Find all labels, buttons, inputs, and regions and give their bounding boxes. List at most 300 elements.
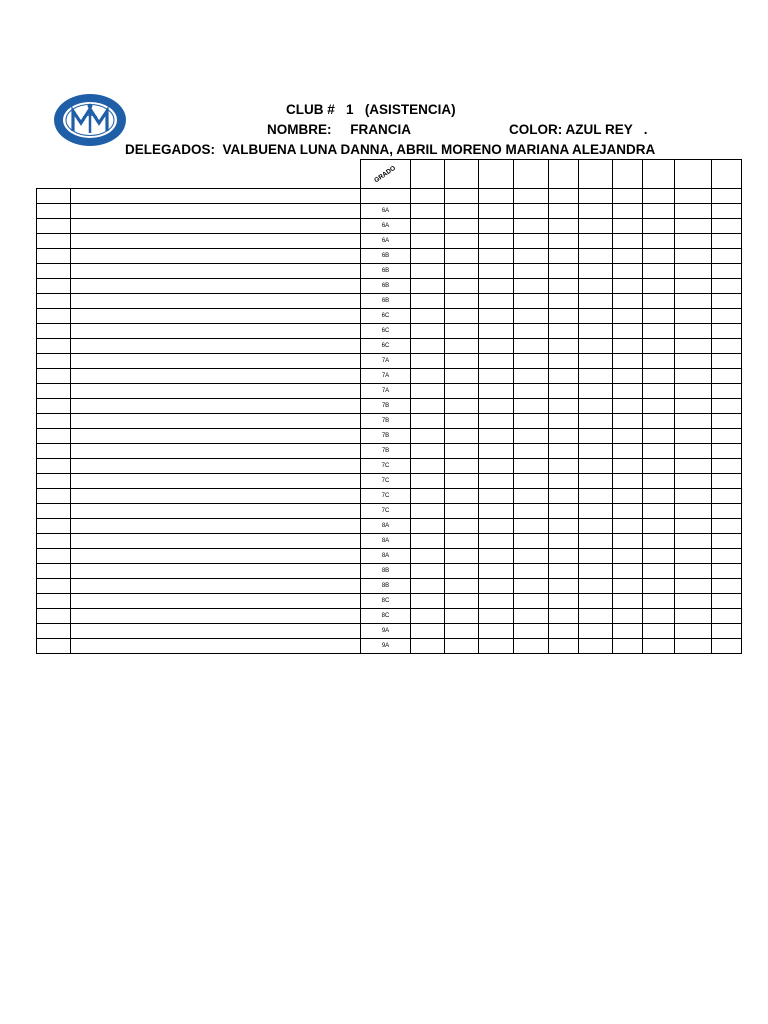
row-number-cell	[37, 189, 71, 204]
attendance-cell	[579, 564, 613, 579]
attendance-cell	[549, 519, 579, 534]
attendance-cell	[514, 459, 549, 474]
attendance-cell	[411, 594, 445, 609]
table-row	[37, 639, 742, 654]
attendance-cell	[643, 519, 675, 534]
row-number-cell	[37, 279, 71, 294]
grade-cell: 6A	[361, 234, 411, 249]
grade-cell: 7B	[361, 444, 411, 459]
attendance-cell	[579, 579, 613, 594]
attendance-cell	[675, 609, 712, 624]
grade-cell: 9A	[361, 639, 411, 654]
color-value: AZUL REY	[565, 122, 633, 137]
attendance-cell	[675, 384, 712, 399]
attendance-cell	[479, 474, 514, 489]
club-label: CLUB #	[286, 102, 335, 117]
attendance-cell	[613, 294, 643, 309]
attendance-cell	[445, 459, 479, 474]
attendance-cell	[579, 279, 613, 294]
attendance-cell	[712, 384, 742, 399]
attendance-cell	[613, 309, 643, 324]
attendance-cell	[514, 429, 549, 444]
attendance-cell	[514, 444, 549, 459]
attendance-cell	[613, 609, 643, 624]
attendance-cell	[549, 489, 579, 504]
student-name-cell	[71, 189, 361, 204]
attendance-cell	[579, 324, 613, 339]
attendance-cell	[445, 339, 479, 354]
attendance-cell	[445, 399, 479, 414]
grade-cell: 6A	[361, 219, 411, 234]
student-name-cell	[71, 399, 361, 414]
attendance-cell	[411, 639, 445, 654]
attendance-cell	[445, 579, 479, 594]
attendance-cell	[445, 324, 479, 339]
attendance-cell	[479, 234, 514, 249]
attendance-header-cell	[445, 160, 479, 189]
attendance-cell	[549, 309, 579, 324]
attendance-cell	[643, 249, 675, 264]
attendance-cell	[411, 414, 445, 429]
student-name-cell	[71, 519, 361, 534]
attendance-cell	[479, 489, 514, 504]
attendance-header-cell	[712, 160, 742, 189]
attendance-cell	[643, 219, 675, 234]
attendance-cell	[479, 414, 514, 429]
club-number: 1	[346, 102, 354, 117]
attendance-cell	[712, 369, 742, 384]
table-row	[37, 534, 742, 549]
grade-cell: 8B	[361, 564, 411, 579]
row-number-cell	[37, 384, 71, 399]
attendance-cell	[675, 324, 712, 339]
attendance-cell	[514, 189, 549, 204]
attendance-cell	[445, 264, 479, 279]
attendance-cell	[411, 189, 445, 204]
row-number-cell	[37, 354, 71, 369]
grado-header-label: GRADO	[373, 164, 398, 184]
attendance-cell	[445, 639, 479, 654]
attendance-cell	[675, 639, 712, 654]
attendance-cell	[549, 219, 579, 234]
grade-cell: 6C	[361, 324, 411, 339]
student-name-cell	[71, 354, 361, 369]
attendance-cell	[643, 294, 675, 309]
attendance-cell	[712, 204, 742, 219]
attendance-cell	[613, 489, 643, 504]
attendance-cell	[514, 354, 549, 369]
attendance-cell	[445, 219, 479, 234]
attendance-cell	[514, 384, 549, 399]
attendance-cell	[675, 624, 712, 639]
grade-cell: 6C	[361, 309, 411, 324]
attendance-cell	[675, 414, 712, 429]
attendance-cell	[549, 354, 579, 369]
student-name-cell	[71, 504, 361, 519]
attendance-cell	[549, 444, 579, 459]
attendance-cell	[643, 459, 675, 474]
attendance-cell	[643, 474, 675, 489]
attendance-cell	[479, 534, 514, 549]
attendance-cell	[514, 549, 549, 564]
attendance-cell	[479, 504, 514, 519]
attendance-cell	[514, 564, 549, 579]
student-name-cell	[71, 219, 361, 234]
student-name-cell	[71, 414, 361, 429]
attendance-cell	[479, 384, 514, 399]
attendance-cell	[445, 309, 479, 324]
attendance-cell	[643, 429, 675, 444]
table-row	[37, 549, 742, 564]
attendance-cell	[411, 534, 445, 549]
attendance-cell	[514, 504, 549, 519]
row-number-cell	[37, 294, 71, 309]
student-name-cell	[71, 549, 361, 564]
attendance-cell	[445, 444, 479, 459]
attendance-cell	[643, 504, 675, 519]
attendance-cell	[613, 324, 643, 339]
attendance-cell	[445, 489, 479, 504]
attendance-cell	[643, 264, 675, 279]
attendance-cell	[643, 489, 675, 504]
attendance-cell	[549, 549, 579, 564]
student-name-cell	[71, 234, 361, 249]
grade-cell: 6A	[361, 204, 411, 219]
attendance-cell	[411, 339, 445, 354]
attendance-cell	[579, 474, 613, 489]
attendance-cell	[579, 339, 613, 354]
attendance-cell	[613, 594, 643, 609]
grade-cell: 9A	[361, 624, 411, 639]
attendance-cell	[411, 564, 445, 579]
attendance-cell	[613, 219, 643, 234]
attendance-cell	[479, 249, 514, 264]
attendance-cell	[643, 384, 675, 399]
attendance-cell	[613, 639, 643, 654]
row-number-cell	[37, 639, 71, 654]
attendance-cell	[643, 324, 675, 339]
attendance-cell	[643, 534, 675, 549]
attendance-cell	[643, 354, 675, 369]
attendance-cell	[643, 234, 675, 249]
attendance-cell	[445, 504, 479, 519]
attendance-cell	[411, 459, 445, 474]
attendance-cell	[675, 189, 712, 204]
table-row	[37, 474, 742, 489]
grade-cell	[361, 189, 411, 204]
table-row	[37, 399, 742, 414]
attendance-cell	[479, 564, 514, 579]
attendance-cell	[643, 579, 675, 594]
attendance-cell	[579, 504, 613, 519]
row-number-cell	[37, 249, 71, 264]
attendance-cell	[549, 324, 579, 339]
attendance-cell	[411, 204, 445, 219]
attendance-cell	[613, 504, 643, 519]
attendance-header-cell	[613, 160, 643, 189]
attendance-cell	[675, 579, 712, 594]
attendance-cell	[579, 594, 613, 609]
delegados-line	[125, 142, 655, 157]
attendance-cell	[411, 264, 445, 279]
attendance-cell	[514, 324, 549, 339]
attendance-cell	[613, 459, 643, 474]
attendance-cell	[479, 624, 514, 639]
table-row	[37, 219, 742, 234]
attendance-cell	[479, 399, 514, 414]
attendance-cell	[514, 474, 549, 489]
attendance-cell	[445, 294, 479, 309]
attendance-cell	[479, 309, 514, 324]
row-number-cell	[37, 564, 71, 579]
grade-cell: 8A	[361, 549, 411, 564]
attendance-cell	[445, 594, 479, 609]
attendance-cell	[514, 579, 549, 594]
attendance-cell	[712, 324, 742, 339]
attendance-cell	[549, 369, 579, 384]
table-row	[37, 489, 742, 504]
attendance-cell	[445, 369, 479, 384]
attendance-cell	[411, 489, 445, 504]
attendance-cell	[549, 429, 579, 444]
attendance-cell	[411, 429, 445, 444]
row-number-cell	[37, 219, 71, 234]
attendance-header-cell	[643, 160, 675, 189]
attendance-cell	[514, 339, 549, 354]
attendance-cell	[643, 564, 675, 579]
attendance-cell	[549, 534, 579, 549]
attendance-cell	[411, 504, 445, 519]
student-name-cell	[71, 474, 361, 489]
grade-cell: 7B	[361, 414, 411, 429]
attendance-cell	[514, 639, 549, 654]
student-name-cell	[71, 384, 361, 399]
student-name-cell	[71, 579, 361, 594]
grade-cell: 7A	[361, 369, 411, 384]
table-row	[37, 249, 742, 264]
student-name-cell	[71, 324, 361, 339]
table-row	[37, 369, 742, 384]
table-row	[37, 504, 742, 519]
attendance-cell	[712, 459, 742, 474]
attendance-cell	[579, 219, 613, 234]
attendance-cell	[411, 279, 445, 294]
attendance-cell	[445, 624, 479, 639]
attendance-cell	[514, 219, 549, 234]
attendance-cell	[613, 399, 643, 414]
attendance-cell	[445, 234, 479, 249]
attendance-cell	[675, 369, 712, 384]
attendance-cell	[613, 249, 643, 264]
student-name-cell	[71, 594, 361, 609]
attendance-cell	[712, 624, 742, 639]
attendance-cell	[712, 579, 742, 594]
attendance-cell	[643, 639, 675, 654]
attendance-cell	[479, 594, 514, 609]
attendance-cell	[479, 519, 514, 534]
row-number-cell	[37, 459, 71, 474]
attendance-cell	[445, 414, 479, 429]
attendance-cell	[549, 399, 579, 414]
attendance-cell	[514, 264, 549, 279]
row-number-cell	[37, 234, 71, 249]
attendance-cell	[675, 489, 712, 504]
attendance-cell	[549, 384, 579, 399]
student-name-cell	[71, 369, 361, 384]
attendance-cell	[549, 234, 579, 249]
attendance-cell	[712, 504, 742, 519]
attendance-cell	[579, 414, 613, 429]
student-name-cell	[71, 429, 361, 444]
attendance-cell	[579, 204, 613, 219]
attendance-cell	[579, 309, 613, 324]
grade-cell: 8C	[361, 594, 411, 609]
attendance-cell	[479, 189, 514, 204]
table-row	[37, 339, 742, 354]
table-row	[37, 444, 742, 459]
table-row	[37, 384, 742, 399]
attendance-cell	[712, 339, 742, 354]
table-row	[37, 624, 742, 639]
student-name-cell	[71, 624, 361, 639]
row-number-cell	[37, 339, 71, 354]
attendance-cell	[411, 399, 445, 414]
row-number-cell	[37, 204, 71, 219]
attendance-cell	[479, 294, 514, 309]
attendance-cell	[675, 474, 712, 489]
attendance-cell	[445, 474, 479, 489]
attendance-cell	[549, 249, 579, 264]
attendance-cell	[411, 519, 445, 534]
attendance-cell	[579, 489, 613, 504]
attendance-cell	[411, 384, 445, 399]
grade-cell: 7B	[361, 429, 411, 444]
attendance-cell	[643, 624, 675, 639]
row-number-cell	[37, 399, 71, 414]
table-header-row	[37, 160, 742, 189]
attendance-cell	[514, 624, 549, 639]
attendance-cell	[643, 594, 675, 609]
attendance-cell	[445, 279, 479, 294]
table-row	[37, 594, 742, 609]
attendance-cell	[549, 459, 579, 474]
attendance-cell	[712, 219, 742, 234]
attendance-cell	[514, 249, 549, 264]
attendance-cell	[643, 399, 675, 414]
attendance-cell	[579, 444, 613, 459]
attendance-cell	[643, 609, 675, 624]
grade-cell: 7C	[361, 489, 411, 504]
attendance-cell	[643, 444, 675, 459]
delegados-label: DELEGADOS:	[125, 142, 216, 157]
attendance-cell	[411, 444, 445, 459]
attendance-cell	[411, 624, 445, 639]
attendance-cell	[514, 609, 549, 624]
attendance-cell	[549, 339, 579, 354]
attendance-cell	[675, 444, 712, 459]
attendance-cell	[445, 204, 479, 219]
row-number-cell	[37, 309, 71, 324]
attendance-cell	[549, 609, 579, 624]
attendance-cell	[514, 534, 549, 549]
attendance-cell	[712, 294, 742, 309]
attendance-cell	[675, 459, 712, 474]
row-number-cell	[37, 474, 71, 489]
attendance-cell	[445, 384, 479, 399]
attendance-cell	[613, 624, 643, 639]
attendance-cell	[613, 264, 643, 279]
attendance-cell	[479, 369, 514, 384]
attendance-cell	[613, 204, 643, 219]
row-number-cell	[37, 414, 71, 429]
attendance-cell	[514, 519, 549, 534]
grade-cell: 7B	[361, 399, 411, 414]
student-name-cell	[71, 564, 361, 579]
attendance-cell	[712, 264, 742, 279]
attendance-cell	[579, 294, 613, 309]
attendance-cell	[613, 234, 643, 249]
attendance-cell	[514, 399, 549, 414]
attendance-cell	[479, 444, 514, 459]
attendance-cell	[613, 414, 643, 429]
row-number-cell	[37, 534, 71, 549]
attendance-cell	[712, 639, 742, 654]
attendance-cell	[479, 549, 514, 564]
attendance-cell	[643, 369, 675, 384]
attendance-cell	[514, 594, 549, 609]
attendance-cell	[579, 354, 613, 369]
nombre-label: NOMBRE:	[267, 122, 332, 137]
student-name-cell	[71, 294, 361, 309]
attendance-cell	[712, 609, 742, 624]
attendance-cell	[712, 399, 742, 414]
header-blank-number	[37, 160, 71, 189]
attendance-cell	[514, 309, 549, 324]
attendance-cell	[479, 609, 514, 624]
student-name-cell	[71, 534, 361, 549]
attendance-cell	[579, 534, 613, 549]
row-number-cell	[37, 444, 71, 459]
attendance-cell	[479, 429, 514, 444]
table-row	[37, 204, 742, 219]
attendance-cell	[411, 309, 445, 324]
attendance-header-cell	[514, 160, 549, 189]
attendance-cell	[712, 534, 742, 549]
attendance-cell	[613, 444, 643, 459]
student-name-cell	[71, 264, 361, 279]
attendance-cell	[613, 474, 643, 489]
attendance-cell	[675, 339, 712, 354]
attendance-cell	[479, 579, 514, 594]
student-name-cell	[71, 639, 361, 654]
attendance-cell	[613, 369, 643, 384]
attendance-cell	[712, 594, 742, 609]
attendance-cell	[411, 609, 445, 624]
nombre-value: FRANCIA	[350, 122, 412, 137]
attendance-cell	[445, 189, 479, 204]
attendance-cell	[579, 549, 613, 564]
attendance-cell	[445, 534, 479, 549]
student-name-cell	[71, 279, 361, 294]
table-row	[37, 564, 742, 579]
attendance-header-cell	[411, 160, 445, 189]
attendance-cell	[613, 519, 643, 534]
attendance-cell	[549, 594, 579, 609]
row-number-cell	[37, 579, 71, 594]
attendance-cell	[549, 564, 579, 579]
row-number-cell	[37, 594, 71, 609]
attendance-cell	[675, 549, 712, 564]
